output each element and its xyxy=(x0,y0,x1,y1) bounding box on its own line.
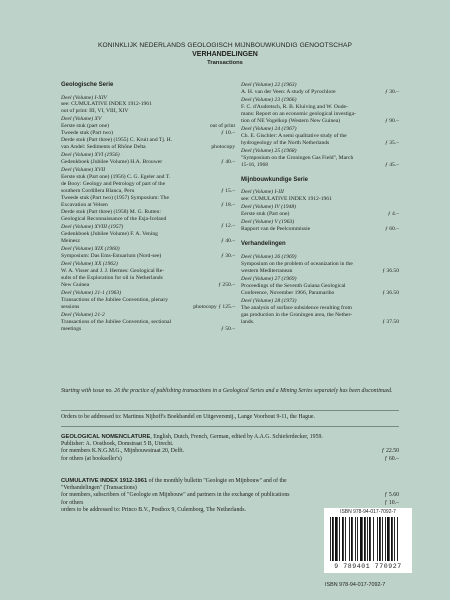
volume-text: Rapport van de Peelcommissie xyxy=(241,226,311,233)
volume-text: Symposium on the problem of oceanization in the xyxy=(241,260,353,267)
volume-line xyxy=(61,275,235,282)
volume-heading: Deel (Volume) 23 (1966) xyxy=(241,96,297,103)
volume-text: de Booy: Geology and Petrology of part of the xyxy=(61,181,166,188)
price: photocopy xyxy=(211,144,235,151)
nomenclature-members-price: ƒ 22.50 xyxy=(381,448,399,455)
barcode-digits: 9 789401 770927 xyxy=(334,562,402,570)
volume-text: out of print: III, VI, VIII, XIV xyxy=(61,108,129,115)
volume-text: Eerste stuk (Part one) xyxy=(241,211,290,218)
isbn-label: ISBN 978-94-017-7092-7 xyxy=(325,582,386,588)
volume-heading: Deel (Volume) XIX (1960) xyxy=(61,246,120,253)
volume-line xyxy=(241,211,399,218)
volume-entry xyxy=(241,148,399,169)
volume-line xyxy=(61,297,235,304)
volume-entry xyxy=(241,82,399,96)
volume-entry xyxy=(61,261,235,289)
volume-text: Ch. E. Gischler: A semi qualitative study of the xyxy=(241,132,347,139)
volume-entry xyxy=(241,219,399,233)
volume-line xyxy=(61,319,235,326)
price: ƒ 15.– xyxy=(221,188,235,195)
nomenclature-title: GEOLOGICAL NOMENCLATURE xyxy=(61,434,151,440)
price: ƒ 40.– xyxy=(221,159,235,166)
price: ƒ 40.– xyxy=(221,238,235,245)
volume-heading: Deel (Volume) XVIII (1957) xyxy=(61,224,124,231)
volume-entry xyxy=(241,189,399,203)
volume-text: The analysis of surface subsidence resulting from xyxy=(241,304,352,311)
volume-text: Eerste stuk (part one) xyxy=(61,123,109,130)
volume-list xyxy=(61,95,235,333)
publisher-heading: KONINKLIJK NEDERLANDS GEOLOGISCH MIJNBOUWKUNDIG GENOOTSCHAP xyxy=(98,42,352,49)
volume-line xyxy=(61,195,235,202)
price: ƒ 250.– xyxy=(218,282,235,289)
orders-address: Orders to be addressed to: Martinus Nijhoff's Boekhandel en Uitgeversmij., Lange Voorhout 9-11, the Hague. xyxy=(61,414,315,420)
volume-text: Tweede stuk (Part two) xyxy=(61,130,113,137)
volume-line xyxy=(61,159,235,166)
volume-line xyxy=(241,196,399,203)
volume-line xyxy=(241,283,399,290)
volume-heading: Deel (Volume) IV (1948) xyxy=(241,204,297,211)
index-subtitle: "Verhandelingen" (Transactions) xyxy=(61,485,137,492)
volume-text: New Guinea xyxy=(61,282,90,289)
price: ƒ 45.– xyxy=(385,161,399,168)
divider xyxy=(61,410,399,411)
volume-line xyxy=(61,304,235,311)
volume-text: Transactions of the Jubilee Convention, sectional xyxy=(61,319,172,326)
volume-text: Tweede stuk (Part two) (1957) Symposium: The xyxy=(61,195,169,202)
volume-text: van Andel: Sediments of Rhône Delta xyxy=(61,144,146,151)
nomenclature-description: , English, Dutch, French, German, edited by A.A.G. Schieferdecker, 1959. xyxy=(150,434,323,440)
volume-text: see: CUMULATIVE INDEX 1912-1961 xyxy=(241,196,332,203)
volume-line xyxy=(61,144,235,151)
volume-entry xyxy=(241,254,399,275)
volume-entry xyxy=(241,126,399,147)
index-members-label: for members, subscribers of "Geologie en Mijnbouw" and partners in the exchange of publications xyxy=(61,492,290,499)
volume-line xyxy=(241,111,399,118)
price: ƒ 12.– xyxy=(221,223,235,230)
series-heading: VERHANDELINGEN xyxy=(192,51,258,58)
volume-text: Conference, November 1966, Paramaribo xyxy=(241,289,335,296)
volume-text: Meinesz xyxy=(61,238,80,245)
divider xyxy=(61,426,399,427)
volume-text: sessions xyxy=(61,304,80,311)
volume-text: Derde stuk (Part three) (1958) M. G. Rutten: xyxy=(61,209,161,216)
volume-line xyxy=(241,319,399,326)
nomenclature-block xyxy=(61,434,399,463)
right-column xyxy=(241,82,399,327)
volume-heading: Deel (Volume) 24 (1967) xyxy=(241,125,297,132)
volume-heading: Deel (Volume) 21-1 (1963) xyxy=(61,290,122,297)
volume-line xyxy=(61,216,235,223)
volume-text: hydrogeology of the North Netherlands xyxy=(241,139,330,146)
price: ƒ 50.– xyxy=(221,326,235,332)
volume-text: W. A. Visser and J. J. Hermes: Geological Re- xyxy=(61,268,165,275)
nomenclature-publisher: Publisher: A. Oosthoek, Domstraat 5 B, Utrecht. xyxy=(61,441,174,448)
volume-entry xyxy=(61,152,235,166)
left-column xyxy=(61,82,235,334)
volume-line xyxy=(61,181,235,188)
volume-line xyxy=(61,326,235,333)
volume-heading: Deel (Volume) 21-2 xyxy=(61,312,105,319)
volume-list xyxy=(241,82,399,169)
index-members-price: ƒ 5.60 xyxy=(384,492,399,499)
volume-line xyxy=(241,312,399,319)
volume-text: Eerste stuk (Part one) (1956) C. G. Egeler and T. xyxy=(61,174,171,181)
price: ƒ 90.– xyxy=(385,117,399,124)
index-others-label: for others xyxy=(61,499,84,506)
volume-entry xyxy=(241,204,399,218)
index-title: CUMULATIVE INDEX 1912-1961 xyxy=(61,478,148,484)
volume-line xyxy=(61,231,235,238)
volume-text: Gedenkboek (Jubilee Volume) F. A. Vening xyxy=(61,231,158,238)
volume-text: lands. xyxy=(241,318,255,325)
barcode-isbn: ISBN 978-94-017-7092-7 xyxy=(340,509,396,515)
volume-text: see: CUMULATIVE INDEX 1912-1961 xyxy=(61,101,152,108)
nomenclature-others-label: for others (at bookseller's) xyxy=(61,455,122,462)
volume-list xyxy=(241,189,399,233)
barcode-bars xyxy=(330,517,406,561)
volume-text: Symposium: Das Ems-Estuarium (Nord-see) xyxy=(61,253,162,260)
price: ƒ 60.– xyxy=(385,226,399,233)
volume-line xyxy=(241,133,399,140)
price: ƒ 30.– xyxy=(221,253,235,260)
volume-text: western Mediterranean xyxy=(241,267,293,274)
nomenclature-others-price: ƒ 60.– xyxy=(384,455,399,462)
volume-entry xyxy=(61,95,235,116)
volume-text: gas production in the Groningen area, the Nether- xyxy=(241,311,353,318)
section-verhandelingen: Verhandelingen xyxy=(241,241,286,248)
volume-line xyxy=(241,290,399,297)
price: photocopy ƒ 125.– xyxy=(193,304,235,311)
volume-text: Transactions of the Jubilee Convention, plenary xyxy=(61,297,168,304)
price: ƒ 36.50 xyxy=(382,267,399,274)
volume-entry xyxy=(61,312,235,333)
volume-heading: Deel (Volume) XVII xyxy=(61,167,106,174)
section-mijnbouwkundige-serie: Mijnbouwkundige Serie xyxy=(241,176,309,183)
volume-entry xyxy=(241,276,399,297)
volume-entry xyxy=(61,290,235,311)
volume-text: A. H. van der Veen: A study of Pyrochlore xyxy=(241,88,336,95)
index-description: of the monthly bulletin "Geologie en Mijnbouw" and of the xyxy=(147,478,287,484)
volume-text: tion of NE Vogelkop (Western New Guinea) xyxy=(241,117,341,124)
volume-heading: Deel (Volume) XVI (1956) xyxy=(61,152,120,159)
volume-line xyxy=(241,305,399,312)
volume-line xyxy=(241,104,399,111)
volume-entry xyxy=(61,224,235,245)
volume-text: sults of the Exploration for oil in Netherlands xyxy=(61,275,163,282)
nomenclature-members-label: for members K.N.G.M.G., Mijnbouwstraat 20, Delft. xyxy=(61,448,185,455)
volume-entry xyxy=(61,116,235,151)
volume-heading: Deel (Volume) 27 (1969) xyxy=(241,275,297,282)
price: out of print xyxy=(209,123,235,130)
volume-heading: Deel (Volume) I-XIV xyxy=(61,94,107,101)
volume-text: meetings xyxy=(61,326,82,332)
volume-entry xyxy=(61,246,235,260)
index-orders: orders to be addressed to: Princo B.V., Postbox 9, Culemborg, The Netherlands. xyxy=(61,506,246,513)
volume-heading: Deel (Volume) V (1963) xyxy=(241,219,295,226)
volume-line xyxy=(61,238,235,245)
volume-heading: Deel (Volume) 22 (1963) xyxy=(241,82,297,88)
volume-line xyxy=(61,282,235,289)
volume-text: Derde stuk (Part three) (1955) C. Kruit and Tj. H. xyxy=(61,137,173,144)
volume-line xyxy=(61,253,235,260)
volume-text: 15-16, 1968 xyxy=(241,161,269,168)
volume-text: mans: Report on an economic geological investiga- xyxy=(241,110,356,117)
volume-line xyxy=(241,118,399,125)
volume-list xyxy=(241,254,399,326)
volume-text: F. C. d'Audretsch, R. B. Kluiving and W. Oude- xyxy=(241,103,348,110)
volume-text: Gedenkboek (Jubilee Volume) H.A. Brouwer xyxy=(61,159,163,166)
volume-heading: Deel (Volume) I-III xyxy=(241,189,284,196)
volume-line xyxy=(241,226,399,233)
price: ƒ 30.– xyxy=(385,88,399,95)
volume-heading: Deel (Volume) 25 (1968) xyxy=(241,147,297,154)
volume-line xyxy=(61,108,235,115)
price: ƒ 35.– xyxy=(385,139,399,146)
volume-text: "Symposium on the Groningen Gas Field", March xyxy=(241,154,354,161)
price: ƒ 37.50 xyxy=(382,318,399,325)
price: ƒ 18.– xyxy=(221,202,235,209)
volume-heading: Deel (Volume) XX (1962) xyxy=(61,261,118,268)
volume-heading: Deel (Volume) 28 (1973) xyxy=(241,297,297,304)
discontinued-notice: Starting with issue no. 26 the practice of publishing transactions in a Geological Series and a Mining Series separately has been discontinued. xyxy=(61,388,393,394)
volume-entry xyxy=(241,97,399,125)
volume-heading: Deel (Volume) XV xyxy=(61,116,102,123)
price: ƒ 10.– xyxy=(221,130,235,137)
volume-heading: Deel (Volume) 26 (1969) xyxy=(241,253,297,260)
volume-line xyxy=(241,155,399,162)
index-others-price: ƒ 10.– xyxy=(384,499,399,506)
volume-text: Excavation at Velsen xyxy=(61,202,108,209)
barcode xyxy=(324,508,412,573)
volume-text: Proceedings of the Seventh Guiana Geological xyxy=(241,282,346,289)
volume-line xyxy=(241,268,399,275)
volume-line xyxy=(241,89,399,96)
volume-line xyxy=(241,261,399,268)
volume-line xyxy=(241,140,399,147)
volume-line xyxy=(241,162,399,169)
volume-text: Geological Reconnaissance of the Esja-Iceland xyxy=(61,216,167,223)
price: ƒ 36.50 xyxy=(382,289,399,296)
volume-entry xyxy=(241,298,399,326)
section-geologische-serie: Geologische Serie xyxy=(61,82,114,88)
series-subheading: Transactions xyxy=(207,60,243,66)
volume-text: southern Cordillera Blanca, Peru xyxy=(61,188,135,195)
price: ƒ 4.– xyxy=(387,211,399,218)
